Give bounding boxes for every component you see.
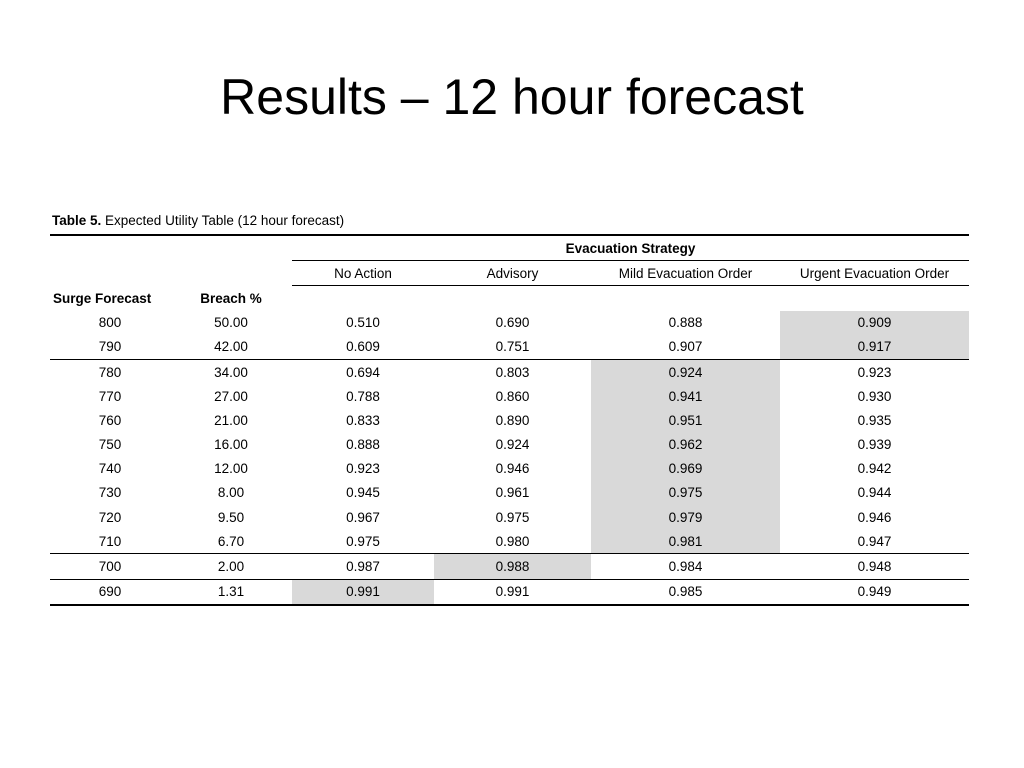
utility-value-cell: 0.975 — [346, 533, 380, 549]
utility-value-cell: 0.924 — [591, 359, 780, 384]
surge-forecast-cell: 730 — [98, 485, 122, 501]
surge-forecast-cell: 760 — [98, 412, 122, 428]
breach-percent-cell: 21.00 — [214, 412, 248, 428]
utility-value-cell: 0.923 — [346, 461, 380, 477]
utility-value-cell: 0.941 — [591, 384, 780, 408]
utility-value-cell: 0.930 — [857, 388, 892, 404]
table-row — [50, 505, 969, 529]
utility-value-cell: 0.985 — [591, 579, 780, 605]
utility-value-cell: 0.967 — [346, 509, 380, 525]
breach-percent-cell: 50.00 — [214, 315, 248, 331]
utility-value-cell: 0.951 — [591, 408, 780, 432]
utility-value-cell: 0.935 — [857, 412, 892, 428]
utility-value-cell: 0.510 — [346, 315, 380, 331]
column-header-row — [50, 286, 969, 311]
expected-utility-table — [50, 234, 969, 606]
table-body — [50, 311, 969, 605]
strategy-header-mild-evacuation: Mild Evacuation Order — [591, 261, 780, 286]
utility-value-cell: 0.833 — [346, 412, 380, 428]
table-row — [50, 359, 969, 384]
utility-value-cell: 0.962 — [591, 433, 780, 457]
utility-value-cell: 0.923 — [780, 359, 969, 384]
surge-forecast-cell: 720 — [98, 509, 122, 525]
utility-value-cell: 0.888 — [346, 437, 380, 453]
table-caption-text: Expected Utility Table (12 hour forecast) — [101, 213, 345, 228]
utility-value-cell: 0.907 — [668, 339, 703, 355]
utility-value-cell: 0.803 — [434, 359, 591, 384]
utility-value-cell: 0.860 — [495, 388, 530, 404]
utility-value-cell: 0.909 — [780, 311, 969, 335]
utility-value-cell: 0.944 — [857, 485, 892, 501]
utility-value-cell: 0.939 — [857, 437, 892, 453]
utility-value-cell: 0.948 — [780, 554, 969, 579]
surge-forecast-cell: 790 — [98, 339, 122, 355]
strategy-header-row — [50, 261, 969, 286]
strategy-header-no-action: No Action — [292, 261, 434, 286]
breach-percent-cell: 2.00 — [170, 554, 292, 579]
utility-value-cell: 0.991 — [434, 579, 591, 605]
table-row — [50, 311, 969, 335]
utility-value-cell: 0.946 — [857, 509, 892, 525]
surge-forecast-cell: 740 — [98, 461, 122, 477]
utility-value-cell: 0.969 — [591, 457, 780, 481]
utility-value-cell: 0.788 — [346, 388, 380, 404]
utility-value-cell: 0.890 — [495, 412, 530, 428]
utility-value-cell: 0.991 — [292, 579, 434, 605]
utility-value-cell: 0.945 — [346, 485, 380, 501]
slide-title: Results – 12 hour forecast — [220, 69, 804, 125]
utility-value-cell: 0.984 — [591, 554, 780, 579]
surge-forecast-cell: 710 — [98, 533, 122, 549]
utility-value-cell: 0.949 — [780, 579, 969, 605]
utility-value-cell: 0.942 — [857, 461, 892, 477]
breach-percent-cell: 8.00 — [217, 485, 245, 501]
utility-value-cell: 0.975 — [591, 481, 780, 505]
table-row — [50, 579, 969, 605]
table-row — [50, 457, 969, 481]
utility-value-cell: 0.947 — [857, 533, 892, 549]
utility-value-cell: 0.924 — [495, 437, 530, 453]
table-row — [50, 481, 969, 505]
evacuation-strategy-header: Evacuation Strategy — [565, 240, 696, 256]
utility-value-cell: 0.980 — [495, 533, 530, 549]
strategy-header-advisory: Advisory — [434, 261, 591, 286]
table-caption-label: Table 5. — [52, 213, 102, 228]
surge-forecast-cell: 780 — [50, 359, 170, 384]
breach-percent-cell: 34.00 — [170, 359, 292, 384]
table-row — [50, 408, 969, 432]
utility-value-cell: 0.917 — [780, 335, 969, 360]
utility-value-cell: 0.979 — [591, 505, 780, 529]
table-caption — [52, 212, 344, 230]
breach-percent-cell: 9.50 — [217, 509, 245, 525]
utility-value-cell: 0.981 — [591, 529, 780, 554]
breach-percent-cell: 1.31 — [170, 579, 292, 605]
utility-value-cell: 0.988 — [434, 554, 591, 579]
table-row — [50, 335, 969, 360]
surge-forecast-cell: 750 — [98, 437, 122, 453]
breach-percent-cell: 16.00 — [214, 437, 248, 453]
table-row — [50, 529, 969, 554]
surge-forecast-cell: 770 — [98, 388, 122, 404]
utility-value-cell: 0.975 — [495, 509, 530, 525]
table-row — [50, 433, 969, 457]
breach-percent-cell: 27.00 — [214, 388, 248, 404]
group-header-row — [50, 235, 969, 261]
breach-percent-cell: 42.00 — [214, 339, 248, 355]
strategy-header-urgent-evacuation: Urgent Evacuation Order — [780, 261, 969, 286]
surge-forecast-header: Surge Forecast — [53, 290, 152, 306]
utility-value-cell: 0.987 — [292, 554, 434, 579]
table-row — [50, 384, 969, 408]
surge-forecast-cell: 700 — [50, 554, 170, 579]
breach-percent-cell: 12.00 — [214, 461, 248, 477]
breach-percent-cell: 6.70 — [217, 533, 245, 549]
surge-forecast-cell: 690 — [50, 579, 170, 605]
utility-value-cell: 0.946 — [495, 461, 530, 477]
surge-forecast-cell: 800 — [98, 315, 122, 331]
breach-percent-header: Breach % — [200, 290, 262, 306]
table-row — [50, 554, 969, 579]
utility-value-cell: 0.609 — [346, 339, 380, 355]
utility-value-cell: 0.690 — [495, 315, 530, 331]
utility-value-cell: 0.888 — [668, 315, 703, 331]
utility-value-cell: 0.751 — [495, 339, 530, 355]
utility-value-cell: 0.694 — [292, 359, 434, 384]
utility-value-cell: 0.961 — [495, 485, 530, 501]
